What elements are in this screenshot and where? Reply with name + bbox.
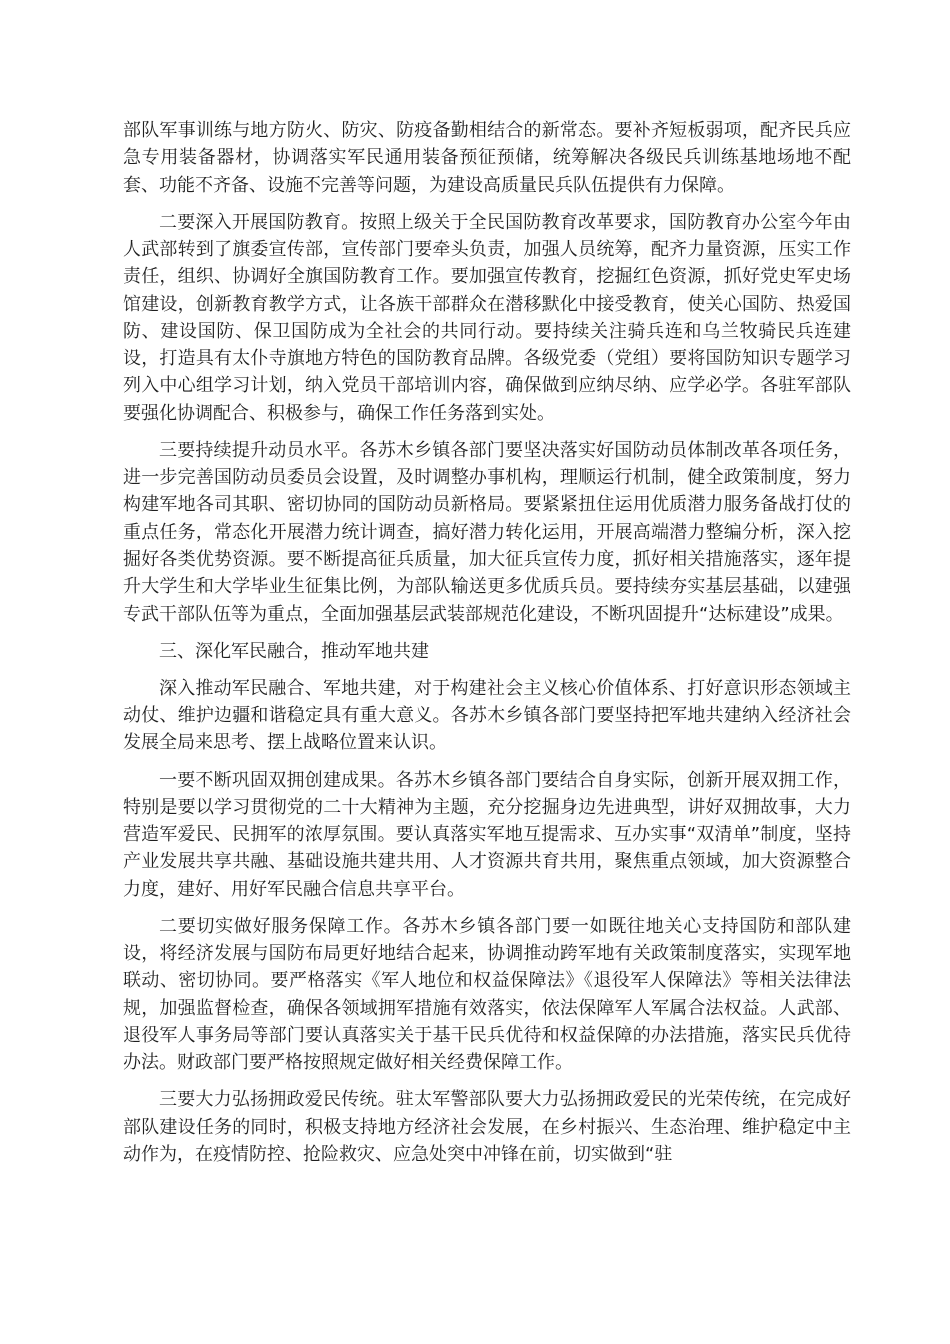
paragraph-continued: 部队军事训练与地方防火、防灾、防疫备勤相结合的新常态。要补齐短板弱项，配齐民兵应急专用装备器材，协调落实军民通用装备预征预储，统筹解决各级民兵训练基地场地不配套、功能不齐备、设施不完善等问题，为建设高质量民兵队伍提供有力保障。 [123,120,851,196]
section-heading: 三、深化军民融合，推动军地共建 [159,640,429,662]
paragraph-double-support: 一要不断巩固双拥创建成果。各苏木乡镇各部门要结合自身实际，创新开展双拥工作，特别是要以学习贯彻党的二十大精神为主题，充分挖掘身边先进典型，讲好双拥故事，大力营造军爱民、民拥军的浓厚氛围。要认真落实军地互提需求、互办实事“双清单”制度，坚持产业发展共享共融、基础设施共建共用、人才资源共育共用，聚焦重点领域，加大资源整合力度，建好、用好军民融合信息共享平台。 [123,769,851,900]
paragraph-national-defense-education: 二要深入开展国防教育。按照上级关于全民国防教育改革要求，国防教育办公室今年由人武部转到了旗委宣传部，宣传部门要牵头负责，加强人员统筹，配齐力量资源，压实工作责任，组织、协调好全旗国防教育工作。要加强宣传教育，挖掘红色资源，抓好党史军史场馆建设，创新教育教学方式，让各族干部群众在潜移默化中接受教育，使关心国防、热爱国防、建设国防、保卫国防成为全社会的共同行动。要持续关注骑兵连和乌兰牧骑民兵连建设，打造具有太仆寺旗地方特色的国防教育品牌。各级党委（党组）要将国防知识专题学习列入中心组学习计划，纳入党员干部培训内容，确保做到应纳尽纳、应学必学。各驻军部队要强化协调配合、积极参与，确保工作任务落到实处。 [123,211,851,424]
paragraph-military-civil-integration: 深入推动军民融合、军地共建，对于构建社会主义核心价值体系、打好意识形态领域主动仗、维护边疆和谐稳定具有重大意义。各苏木乡镇各部门要坚持把军地共建纳入经济社会发展全局来思考、摆上战略位置来认识。 [123,677,851,754]
document-body [123,117,851,1178]
paragraph-mobilization-level: 三要持续提升动员水平。各苏木乡镇各部门要坚决落实好国防动员体制改革各项任务，进一步完善国防动员委员会设置，及时调整办事机构，理顺运行机制，健全政策制度，努力构建军地各司其职、密切协同的国防动员新格局。要紧紧扭住运用优质潜力服务备战打仗的重点任务，常态化开展潜力统计调查，搞好潜力转化运用，开展高端潜力整编分析，深入挖掘好各类优势资源。要不断提高征兵质量，加大征兵宣传力度，抓好相关措施落实，逐年提升大学生和大学毕业生征集比例，为部队输送更多优质兵员。要持续夯实基层基础，以建强专武干部队伍等为重点，全面加强基层武装部规范化建设，不断巩固提升“达标建设”成果。 [123,439,851,625]
paragraph-support-government-tradition: 三要大力弘扬拥政爱民传统。驻太军警部队要大力弘扬拥政爱民的光荣传统，在完成好部队建设任务的同时，积极支持地方经济社会发展，在乡村振兴、生态治理、维护稳定中主动作为，在疫情防控、抢险救灾、应急处突中冲锋在前，切实做到“驻 [123,1089,851,1165]
paragraph-service-guarantee: 二要切实做好服务保障工作。各苏木乡镇各部门要一如既往地关心支持国防和部队建设，将经济发展与国防布局更好地结合起来，协调推动跨军地有关政策制度落实，实现军地联动、密切协同。要严格落实《军人地位和权益保障法》《退役军人保障法》等相关法律法规，加强监督检查，确保各领域拥军措施有效落实，依法保障军人军属合法权益。人武部、退役军人事务局等部门要认真落实关于基干民兵优待和权益保障的办法措施，落实民兵优待办法。财政部门要严格按照规定做好相关经费保障工作。 [123,915,851,1074]
